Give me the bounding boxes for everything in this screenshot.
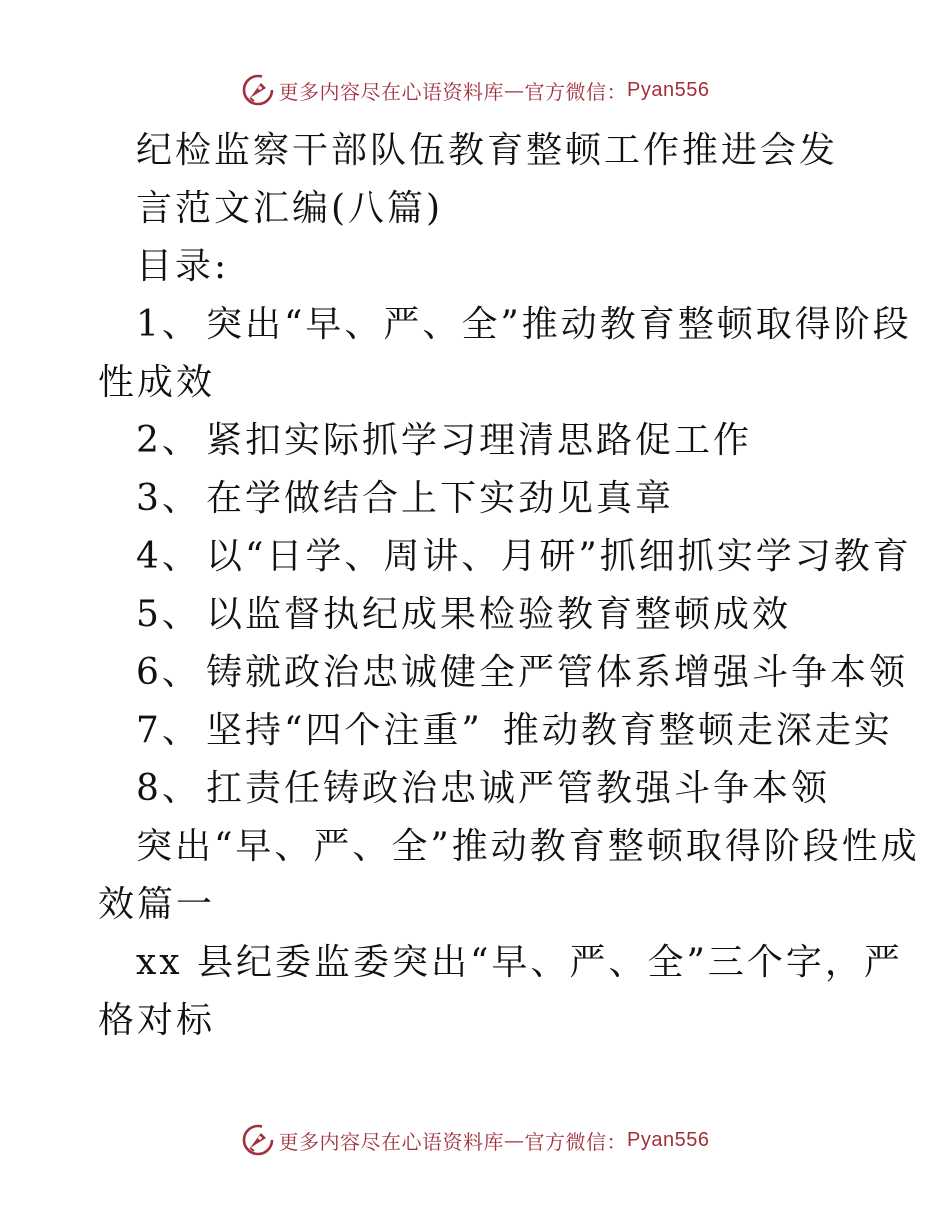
banner-wechat-id: Pyan556 xyxy=(627,1128,710,1151)
footer-banner xyxy=(0,1118,950,1162)
pen-nib-logo-icon xyxy=(241,1123,275,1157)
toc-item-2 xyxy=(98,412,858,470)
banner-text: 更多内容尽在心语资料库 xyxy=(278,79,505,104)
toc-item-text: 以“日学、周讲、月研”抓细抓实学习教育 xyxy=(206,536,912,577)
toc-item-num: 3、 xyxy=(136,478,201,519)
toc-item-4 xyxy=(98,528,912,586)
toc-item-8 xyxy=(98,760,858,818)
section-title-line-1: 突出“早、严、全”推动教育整顿取得阶段性成 xyxy=(136,826,920,867)
header-banner xyxy=(0,68,950,112)
toc-item-7 xyxy=(98,702,893,760)
doc-title-line-2: 言范文汇编(八篇) xyxy=(136,188,444,229)
toc-item-num: 2、 xyxy=(136,420,201,461)
toc-item-text-continued: 推动教育整顿走深走实 xyxy=(502,710,893,751)
section-title-line-2: 效篇一 xyxy=(98,884,216,925)
toc-item-num: 5、 xyxy=(136,594,201,635)
toc-item-num: 7、 xyxy=(136,710,201,751)
toc-item-text: 紧扣实际抓学习理清思路促工作 xyxy=(206,420,753,461)
toc-item-5 xyxy=(98,586,858,644)
banner-wechat-label: 官方微信： xyxy=(524,1129,628,1154)
toc-item-6 xyxy=(98,644,909,702)
banner-text: 更多内容尽在心语资料库 xyxy=(278,1129,505,1154)
body-paragraph-line-1: xx 县纪委监委突出“早、严、全”三个字，严 xyxy=(136,942,903,983)
toc-item-1-continued: 性成效 xyxy=(98,362,216,403)
toc-item-text: 坚持“四个注重” xyxy=(206,710,483,751)
toc-item-num: 8、 xyxy=(136,768,201,809)
toc-item-1 xyxy=(98,296,912,354)
banner-wechat-label: 官方微信： xyxy=(524,79,628,104)
toc-label: 目录: xyxy=(136,246,230,287)
toc-item-3 xyxy=(98,470,858,528)
body-paragraph-line-2: 格对标 xyxy=(98,1000,216,1041)
toc-item-num: 6、 xyxy=(136,652,201,693)
toc-item-text: 扛责任铸政治忠诚严管教强斗争本领 xyxy=(206,768,831,809)
document-body xyxy=(98,122,920,1050)
toc-item-text: 突出“早、严、全”推动教育整顿取得阶段 xyxy=(206,304,912,345)
doc-title-line-1: 纪检监察干部队伍教育整顿工作推进会发 xyxy=(136,130,839,171)
toc-item-num: 4、 xyxy=(136,536,201,577)
toc-item-text: 以监督执纪成果检验教育整顿成效 xyxy=(206,594,792,635)
banner-dash: — xyxy=(504,78,525,102)
pen-nib-logo-icon xyxy=(241,73,275,107)
toc-item-text: 铸就政治忠诚健全严管体系增强斗争本领 xyxy=(206,652,909,693)
toc-item-text: 在学做结合上下实劲见真章 xyxy=(206,478,675,519)
banner-dash: — xyxy=(504,1128,525,1152)
toc-item-num: 1、 xyxy=(136,304,201,345)
banner-wechat-id: Pyan556 xyxy=(627,78,710,101)
